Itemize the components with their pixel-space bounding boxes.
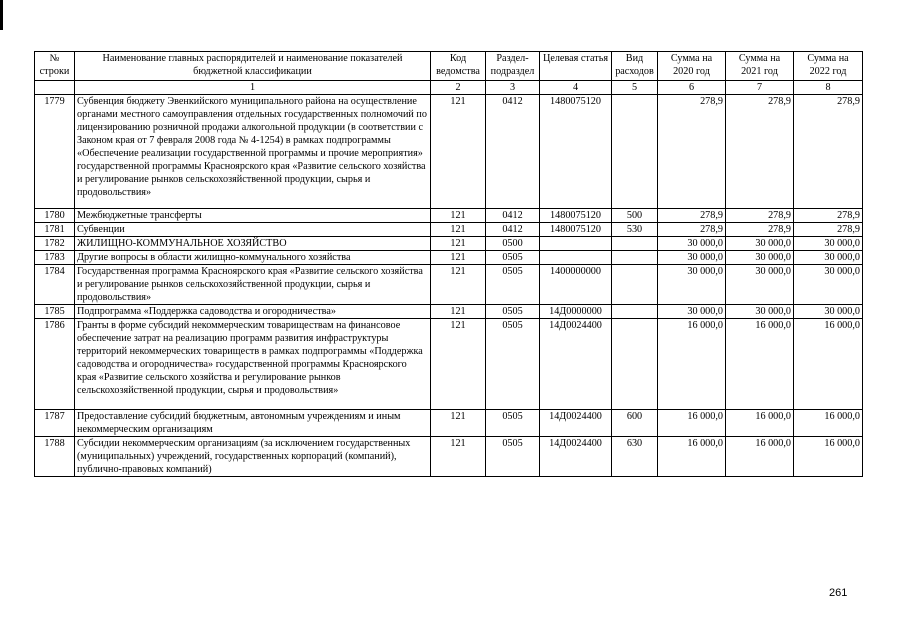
row-sum-2022-cell: 30 000,0	[794, 237, 863, 251]
row-target-cell: 1480075120	[540, 95, 612, 209]
header-sum-2021: Сумма на 2021 год	[726, 52, 794, 81]
column-number: 6	[658, 81, 726, 95]
row-dept-code-cell: 121	[431, 237, 486, 251]
row-sum-2021-cell: 30 000,0	[726, 251, 794, 265]
row-sum-2020-cell: 30 000,0	[658, 251, 726, 265]
column-number: 3	[486, 81, 540, 95]
row-target-cell: 1400000000	[540, 265, 612, 305]
table-row	[35, 410, 863, 437]
header-dept-code: Код ведомства	[431, 52, 486, 81]
row-expense-type-cell: 630	[612, 437, 658, 477]
row-dept-code-cell: 121	[431, 223, 486, 237]
row-expense-type-cell: 500	[612, 209, 658, 223]
row-section-cell: 0505	[486, 305, 540, 319]
row-sum-2022-cell: 30 000,0	[794, 265, 863, 305]
column-number: 1	[75, 81, 431, 95]
row-sum-2021-cell: 16 000,0	[726, 319, 794, 410]
row-sum-2021-cell: 16 000,0	[726, 437, 794, 477]
row-number-cell: 1786	[35, 319, 75, 410]
row-target-cell: 14Д0000000	[540, 305, 612, 319]
header-row	[35, 52, 863, 81]
row-name-cell: ЖИЛИЩНО-КОММУНАЛЬНОЕ ХОЗЯЙСТВО	[75, 237, 431, 251]
row-expense-type-cell: 530	[612, 223, 658, 237]
row-name-cell: Субвенция бюджету Эвенкийского муниципального района на осуществление органами местного самоуправления отдельных государственных полномочий по лицензированию розничной продажи алкогольной продукции (в соответствии с Законом края от 7 февраля 2008 года № 4-1254) в рамках подпрограммы «Обеспечение реализации государственной программы и прочие мероприятия» государственной программы Красноярского края «Развитие сельского хозяйства и регулирование рынков сельскохозяйственной продукции, сырья и продовольствия»	[75, 95, 431, 209]
row-sum-2021-cell: 16 000,0	[726, 410, 794, 437]
row-sum-2022-cell: 16 000,0	[794, 319, 863, 410]
row-number-cell: 1788	[35, 437, 75, 477]
table-row	[35, 437, 863, 477]
row-number-cell: 1784	[35, 265, 75, 305]
row-sum-2020-cell: 30 000,0	[658, 305, 726, 319]
row-dept-code-cell: 121	[431, 305, 486, 319]
row-number-cell: 1782	[35, 237, 75, 251]
row-sum-2020-cell: 278,9	[658, 209, 726, 223]
table-row	[35, 265, 863, 305]
row-sum-2020-cell: 30 000,0	[658, 237, 726, 251]
header-sum-2022: Сумма на 2022 год	[794, 52, 863, 81]
row-sum-2021-cell: 30 000,0	[726, 265, 794, 305]
row-expense-type-cell	[612, 305, 658, 319]
row-expense-type-cell	[612, 95, 658, 209]
row-sum-2020-cell: 16 000,0	[658, 410, 726, 437]
row-name-cell: Подпрограмма «Поддержка садоводства и огородничества»	[75, 305, 431, 319]
row-expense-type-cell	[612, 319, 658, 410]
row-sum-2022-cell: 278,9	[794, 223, 863, 237]
row-section-cell: 0505	[486, 437, 540, 477]
row-sum-2021-cell: 278,9	[726, 95, 794, 209]
row-dept-code-cell: 121	[431, 95, 486, 209]
table-row	[35, 223, 863, 237]
column-number	[35, 81, 75, 95]
column-number: 8	[794, 81, 863, 95]
row-sum-2022-cell: 30 000,0	[794, 305, 863, 319]
row-sum-2021-cell: 30 000,0	[726, 305, 794, 319]
row-section-cell: 0505	[486, 251, 540, 265]
column-number: 2	[431, 81, 486, 95]
row-target-cell: 14Д0024400	[540, 437, 612, 477]
header-target: Целевая статья	[540, 52, 612, 81]
row-sum-2022-cell: 30 000,0	[794, 251, 863, 265]
table-row	[35, 237, 863, 251]
row-name-cell: Другие вопросы в области жилищно-коммунального хозяйства	[75, 251, 431, 265]
row-name-cell: Межбюджетные трансферты	[75, 209, 431, 223]
row-sum-2021-cell: 278,9	[726, 223, 794, 237]
column-number: 5	[612, 81, 658, 95]
header-name: Наименование главных распорядителей и наименование показателей бюджетной классификации	[75, 52, 431, 81]
row-section-cell: 0500	[486, 237, 540, 251]
row-number-cell: 1781	[35, 223, 75, 237]
row-section-cell: 0505	[486, 410, 540, 437]
table-row	[35, 251, 863, 265]
row-target-cell: 1480075120	[540, 223, 612, 237]
row-number-cell: 1779	[35, 95, 75, 209]
row-expense-type-cell: 600	[612, 410, 658, 437]
header-expense-type: Вид расходов	[612, 52, 658, 81]
column-number-row	[35, 81, 863, 95]
row-dept-code-cell: 121	[431, 209, 486, 223]
table-row	[35, 319, 863, 410]
row-section-cell: 0412	[486, 223, 540, 237]
row-dept-code-cell: 121	[431, 410, 486, 437]
row-sum-2022-cell: 16 000,0	[794, 437, 863, 477]
header-sum-2020: Сумма на 2020 год	[658, 52, 726, 81]
row-expense-type-cell	[612, 251, 658, 265]
row-dept-code-cell: 121	[431, 437, 486, 477]
row-sum-2020-cell: 30 000,0	[658, 265, 726, 305]
row-number-cell: 1780	[35, 209, 75, 223]
row-expense-type-cell	[612, 265, 658, 305]
row-name-cell: Субсидии некоммерческим организациям (за исключением государственных (муниципальных) учреждений, государственных корпораций (компаний), публично-правовых компаний)	[75, 437, 431, 477]
row-sum-2021-cell: 278,9	[726, 209, 794, 223]
row-name-cell: Предоставление субсидий бюджетным, автономным учреждениям и иным некоммерческим организациям	[75, 410, 431, 437]
row-target-cell: 14Д0024400	[540, 410, 612, 437]
row-sum-2020-cell: 16 000,0	[658, 437, 726, 477]
row-dept-code-cell: 121	[431, 319, 486, 410]
row-number-cell: 1785	[35, 305, 75, 319]
row-dept-code-cell: 121	[431, 265, 486, 305]
header-row-no: № строки	[35, 52, 75, 81]
column-number: 4	[540, 81, 612, 95]
row-sum-2020-cell: 278,9	[658, 223, 726, 237]
row-number-cell: 1787	[35, 410, 75, 437]
table-row	[35, 305, 863, 319]
table-row	[35, 209, 863, 223]
row-section-cell: 0505	[486, 265, 540, 305]
scan-edge-mark	[0, 0, 3, 30]
row-sum-2020-cell: 278,9	[658, 95, 726, 209]
row-sum-2022-cell: 16 000,0	[794, 410, 863, 437]
row-sum-2022-cell: 278,9	[794, 95, 863, 209]
page-number: 261	[829, 587, 848, 599]
row-target-cell	[540, 251, 612, 265]
row-section-cell: 0412	[486, 209, 540, 223]
row-sum-2021-cell: 30 000,0	[726, 237, 794, 251]
table-row	[35, 95, 863, 209]
column-number: 7	[726, 81, 794, 95]
row-name-cell: Гранты в форме субсидий некоммерческим товариществам на финансовое обеспечение затрат на реализацию программ развития инфраструктуры территорий некоммерческих товариществ в рамках подпрограммы «Поддержка садоводства и огородничества» государственной программы Красноярского края «Развитие сельского хозяйства и регулирование рынков сельскохозяйственной продукции, сырья и продовольствия»	[75, 319, 431, 410]
row-target-cell	[540, 237, 612, 251]
budget-table	[34, 51, 863, 477]
row-name-cell: Субвенции	[75, 223, 431, 237]
row-name-cell: Государственная программа Красноярского края «Развитие сельского хозяйства и регулирование рынков сельскохозяйственной продукции, сырья и продовольствия»	[75, 265, 431, 305]
row-expense-type-cell	[612, 237, 658, 251]
row-target-cell: 14Д0024400	[540, 319, 612, 410]
row-dept-code-cell: 121	[431, 251, 486, 265]
row-sum-2022-cell: 278,9	[794, 209, 863, 223]
row-sum-2020-cell: 16 000,0	[658, 319, 726, 410]
row-section-cell: 0505	[486, 319, 540, 410]
row-section-cell: 0412	[486, 95, 540, 209]
row-number-cell: 1783	[35, 251, 75, 265]
row-target-cell: 1480075120	[540, 209, 612, 223]
header-section: Раздел-подраздел	[486, 52, 540, 81]
